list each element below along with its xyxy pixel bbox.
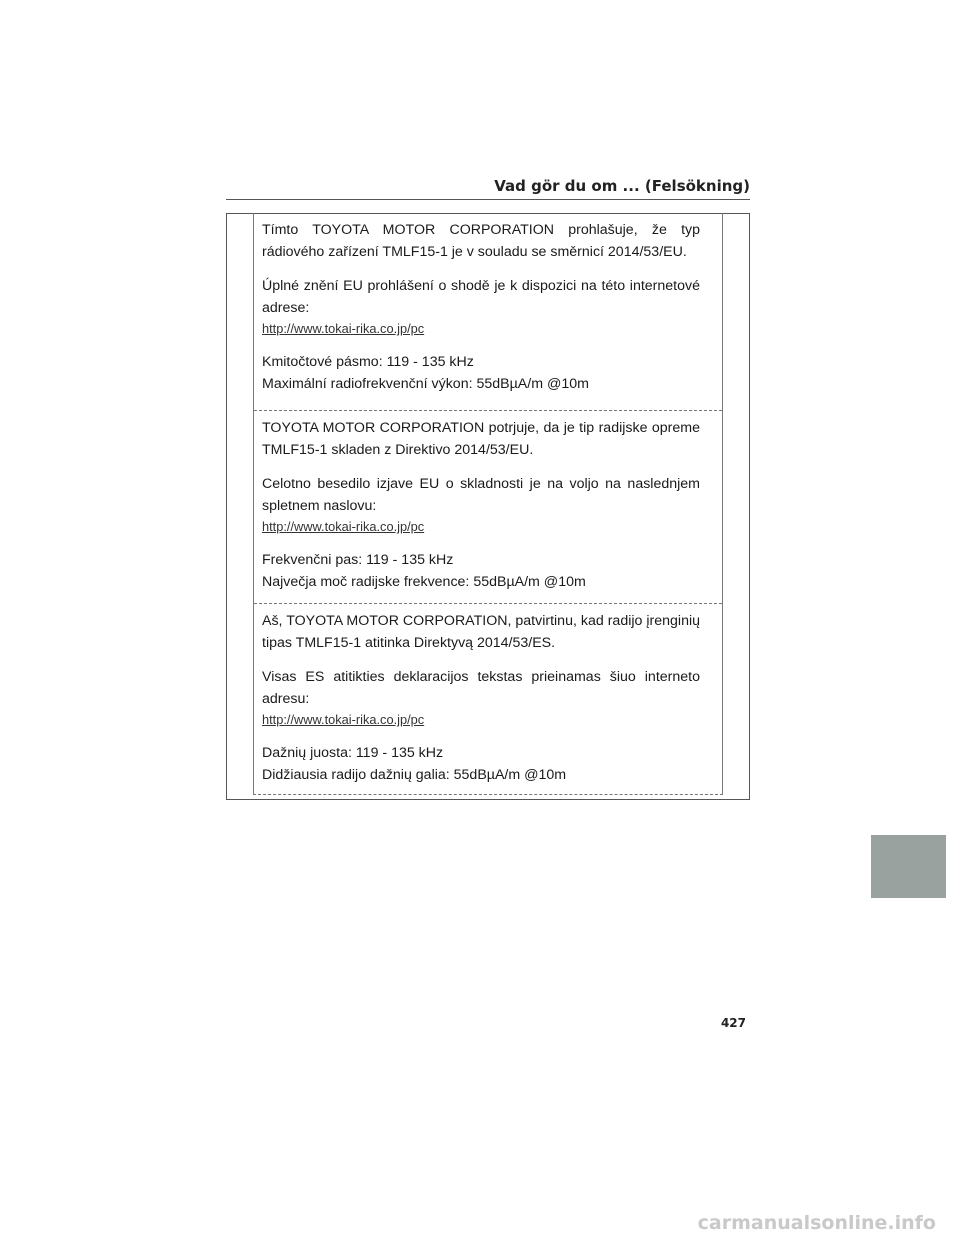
page-header-title: Vad gör du om ... (Felsökning): [494, 177, 750, 195]
declaration-text: Tímto TOYOTA MOTOR CORPORATION prohlašuje, že typ rádiového zařízení TMLF15-1 je v souladu se směrnicí 2014/53/EU.: [262, 222, 700, 260]
frequency-band: Frekvenčni pas: 119 - 135 kHz: [262, 552, 454, 568]
page-number: 427: [720, 1016, 746, 1030]
declaration-link[interactable]: http://www.tokai-rika.co.jp/pc: [262, 519, 425, 534]
fulltext-availability: Úplné znění EU prohlášení o shodě je k dispozici na této internetové adrese:: [262, 278, 700, 316]
declaration-link[interactable]: http://www.tokai-rika.co.jp/pc: [262, 321, 425, 336]
watermark: carmanualsonline.info: [697, 1212, 936, 1234]
declaration-section-slovenian: [254, 410, 722, 603]
fulltext-availability: Visas ES atitikties deklaracijos tekstas prieinamas šiuo interneto adresu:: [262, 669, 700, 707]
chapter-side-tab: [871, 835, 946, 898]
declaration-section-czech: [254, 213, 722, 410]
declaration-text: Aš, TOYOTA MOTOR CORPORATION, patvirtinu, kad radijo įrenginių tipas TMLF15-1 atitinka Direktyvą 2014/53/ES.: [262, 613, 700, 651]
max-power: Največja moč radijske frekvence: 55dBµA/m @10m: [262, 574, 586, 590]
frequency-band: Dažnių juosta: 119 - 135 kHz: [262, 745, 444, 761]
max-power: Didžiausia radijo dažnių galia: 55dBµA/m @10m: [262, 767, 567, 783]
header-divider: [226, 199, 750, 200]
max-power: Maximální radiofrekvenční výkon: 55dBµA/m @10m: [262, 376, 589, 392]
declaration-table: [253, 213, 723, 795]
frequency-band: Kmitočtové pásmo: 119 - 135 kHz: [262, 354, 474, 370]
declaration-text: TOYOTA MOTOR CORPORATION potrjuje, da je tip radijske opreme TMLF15-1 skladen z Direktivo 2014/53/EU.: [262, 420, 700, 458]
fulltext-availability: Celotno besedilo izjave EU o skladnosti je na voljo na naslednjem spletnem naslovu:: [262, 476, 700, 514]
declaration-link[interactable]: http://www.tokai-rika.co.jp/pc: [262, 712, 425, 727]
declaration-section-lithuanian: [254, 603, 722, 794]
